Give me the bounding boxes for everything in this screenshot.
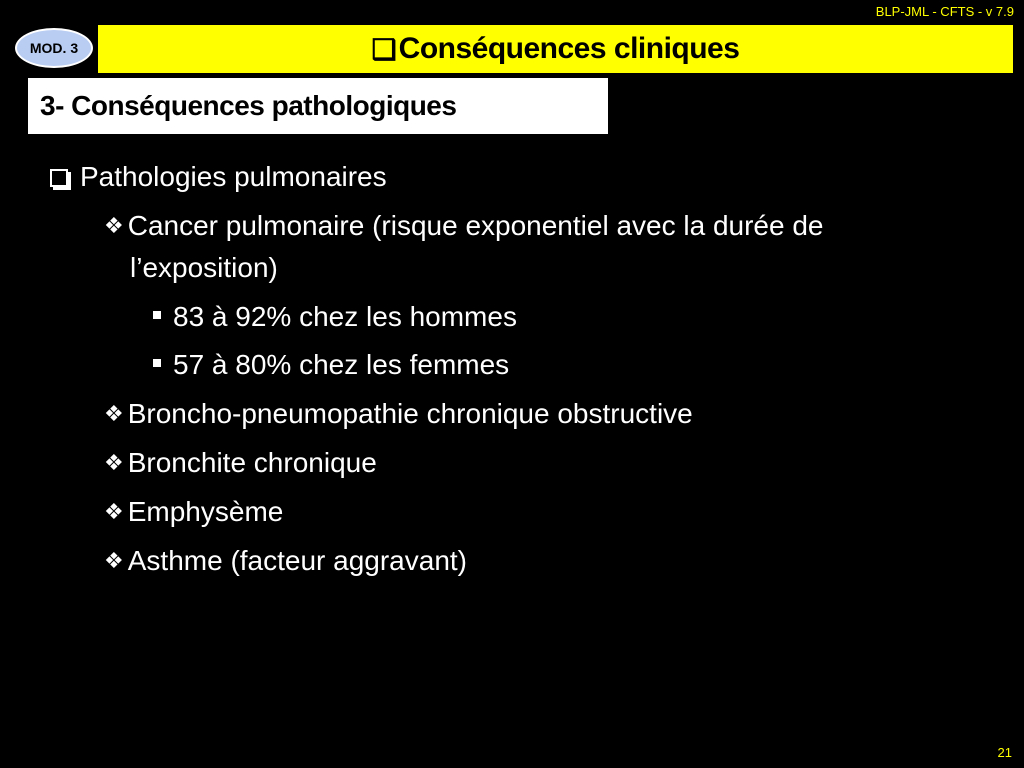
bullet-level1 <box>50 160 387 194</box>
bullet-bronchite <box>104 446 377 480</box>
bullet-text: 57 à 80% chez les femmes <box>173 349 510 380</box>
title-bar <box>98 25 1013 73</box>
bullet-asthme <box>104 544 467 578</box>
diamond-bullet-icon: ❖ <box>104 499 124 524</box>
bullet-emphyseme <box>104 495 283 529</box>
bullet-bpco <box>104 397 693 431</box>
version-label: BLP-JML - CFTS - v 7.9 <box>875 4 1014 19</box>
sub-bullet-women <box>153 348 509 382</box>
sub-bullet-men <box>153 300 517 334</box>
bullet-text: Emphysème <box>127 496 284 527</box>
diamond-bullet-icon: ❖ <box>104 213 124 238</box>
bullet-text: l’exposition) <box>130 252 278 283</box>
diamond-bullet-icon: ❖ <box>104 450 124 475</box>
module-badge: MOD. 3 <box>15 28 93 68</box>
bullet-text: Asthme (facteur aggravant) <box>127 545 468 576</box>
bullet-text: Cancer pulmonaire (risque exponentiel avec la durée de <box>127 210 824 241</box>
section-header <box>28 78 608 134</box>
bullet-text: Bronchite chronique <box>127 447 377 478</box>
bullet-text: 83 à 92% chez les hommes <box>173 301 517 332</box>
diamond-bullet-icon: ❖ <box>104 401 124 426</box>
square-bullet-icon <box>153 311 161 319</box>
bullet-text: Broncho-pneumopathie chronique obstructive <box>127 398 693 429</box>
checkbox-bullet-icon <box>50 169 68 187</box>
bullet-cancer-continuation <box>130 251 278 285</box>
bullet-cancer <box>104 209 823 243</box>
page-number: 21 <box>997 745 1012 760</box>
bullet-text: Pathologies pulmonaires <box>80 161 387 192</box>
checkbox-icon: ❑ <box>371 33 397 65</box>
diamond-bullet-icon: ❖ <box>104 548 124 573</box>
section-title: 3- Conséquences pathologiques <box>40 90 457 121</box>
square-bullet-icon <box>153 359 161 367</box>
slide-title: Conséquences cliniques <box>398 32 740 65</box>
